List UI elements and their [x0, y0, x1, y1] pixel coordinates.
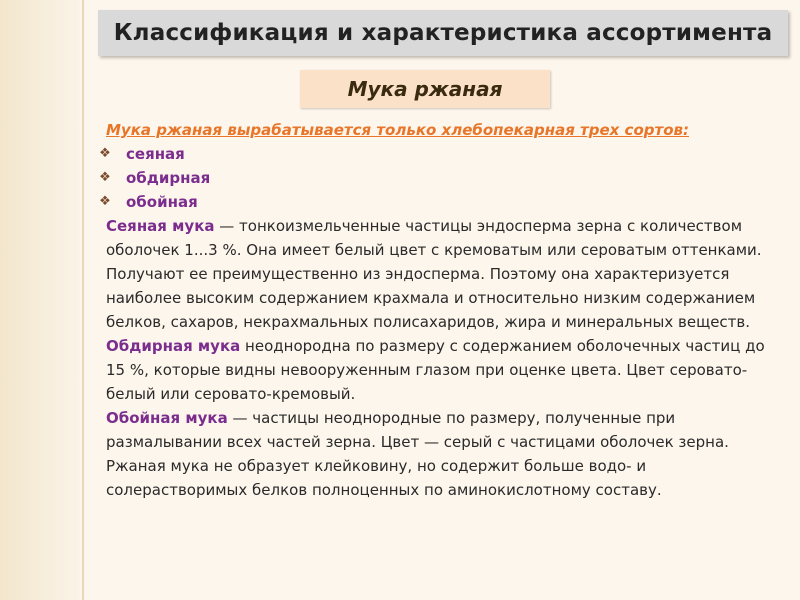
slide-title: Классификация и характеристика ассортимента: [113, 20, 773, 46]
slide-subtitle: Мука ржаная: [347, 77, 503, 101]
left-divider-line: [82, 0, 84, 600]
list-item: [96, 190, 786, 214]
ornate-diamond-bullet-icon: ❖: [99, 146, 111, 161]
text-obdirnaya: неоднородна по размеру с содержанием оболочечных частиц до 15 %, которые видны невооруженным глазом при оценке цвета. Цвет серовато-белый или серовато-кремовый.: [106, 337, 765, 403]
closing-paragraph: Ржаная мука не образует клейковину, но содержит больше водо- и солерастворимых белков полноценных по аминокислотному составу.: [106, 457, 662, 499]
intro-text: Мука ржаная вырабатывается только хлебопекарная трех сортов:: [106, 121, 689, 139]
sort-label: обойная: [126, 193, 198, 211]
sorts-list: [99, 142, 786, 214]
slide-content: [99, 118, 786, 502]
subtitle-box: [300, 70, 550, 108]
term-obdirnaya: Обдирная мука: [106, 337, 241, 355]
list-item: [96, 142, 786, 166]
paragraph-oboynaya: [106, 406, 786, 454]
text-seyanaya: — тонкоизмельченные частицы эндосперма зерна с количеством оболочек 1...3 %. Она имеет белый цвет с кремоватым или сероватым оттенками. Получают ее преимущественно из эндосперма. Поэтому она характеризуется наиболее высоким содержанием крахмала и относительно низким содержанием белков, сахаров, некрахмальных полисахаридов, жира и минеральных веществ.: [106, 217, 762, 331]
text-oboynaya: — частицы неоднородные по размеру, полученные при размалывании всех частей зерна. Цвет — серый с частицами оболочек зерна.: [106, 409, 729, 451]
sort-label: обдирная: [126, 169, 211, 187]
paragraph-seyanaya: [106, 214, 786, 334]
ornate-diamond-bullet-icon: ❖: [99, 170, 111, 185]
paragraph-obdirnaya: [106, 334, 786, 406]
title-bar: [98, 10, 788, 56]
term-seyanaya: Сеяная мука: [106, 217, 215, 235]
ornate-diamond-bullet-icon: ❖: [99, 194, 111, 209]
term-oboynaya: Обойная мука: [106, 409, 228, 427]
list-item: [96, 166, 786, 190]
sort-label: сеяная: [126, 145, 185, 163]
left-decorative-stripe: [0, 0, 80, 600]
